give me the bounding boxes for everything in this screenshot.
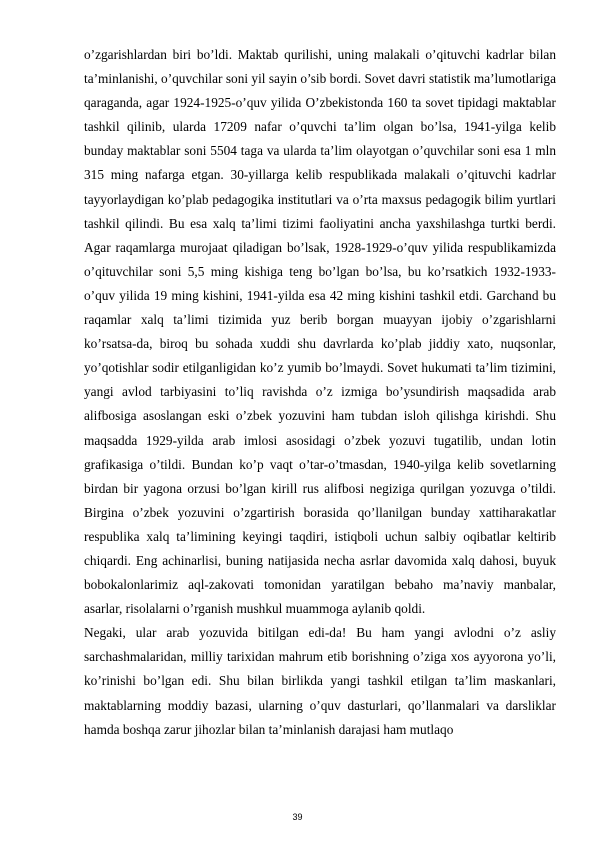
page-number: 39 bbox=[292, 812, 303, 822]
document-page bbox=[84, 43, 556, 742]
body-paragraph-1: o’zgarishlardan biri bo’ldi. Maktab qurilishi, uning malakali o’qituvchi kadrlar bilan ta’minlanishi, o’quvchilar soni yil sayin o’sib bordi. Sovet davri statistik ma’lumotlariga qaraganda, agar 1924-1925-o’quv yilida O’zbekistonda 160 ta sovet tipidagi maktablar tashkil qilinib, ularda 17209 nafar o’quvchi ta’lim olgan bo’lsa, 1941-yilga kelib bunday maktablar soni 5504 taga va ularda ta’lim olayotgan o’quvchilar soni esa 1 mln 315 ming nafarga etgan. 30-yillarga kelib respublikada malakali o’qituvchi kadrlar tayyorlaydigan ko’plab pedagogika institutlari va o’rta maxsus pedagogik bilim yurtlari tashkil qilindi. Bu esa xalq ta’limi tizimi faoliyatini ancha yaxshilashga turtki berdi. Agar raqamlarga murojaat qiladigan bo’lsak, 1928-1929-o’quv yilida respublikamizda o’qituvchilar soni 5,5 ming kishiga teng bo’lgan bo’lsa, bu ko’rsatkich 1932-1933-o’quv yilida 19 ming kishini, 1941-yilda esa 42 ming kishini tashkil etdi. Garchand bu raqamlar xalq ta’limi tizimida yuz berib borgan muayyan ijobiy o’zgarishlarni ko’rsatsa-da, biroq bu sohada xuddi shu davrlarda ko’plab jiddiy xato, nuqsonlar, yo’qotishlar sodir etilganligidan ko’z yumib bo’lmaydi. Sovet hukumati ta’lim tizimini, yangi avlod tarbiyasini to’liq ravishda o’z izmiga bo’ysundirish maqsadida arab alifbosiga asoslangan eski o’zbek yozuvini ham tubdan isloh qilishga kirishdi. Shu maqsadda 1929-yilda arab imlosi asosidagi o’zbek yozuvi tugatilib, undan lotin grafikasiga o’tildi. Bundan ko’p vaqt o’tar-o’tmasdan, 1940-yilga kelib sovetlarning birdan bir yagona orzusi bo’lgan kirill rus alifbosi negiziga qurilgan yozuvga o’tildi. Birgina o’zbek yozuvini o’zgartirish borasida qo’llanilgan bunday xattiharakatlar respublika xalq ta’limining keyingi taqdiri, istiqboli uchun salbiy oqibatlar keltirib chiqardi. Eng achinarlisi, buning natijasida necha asrlar davomida xalq dahosi, buyuk bobokalonlarimiz aql-zakovati tomonidan yaratilgan bebaho ma’naviy manbalar, asarlar, risolalarni o’rganish mushkul muammoga aylanib qoldi. bbox=[84, 47, 556, 617]
body-paragraph-2: Negaki, ular arab yozuvida bitilgan edi-da! Bu ham yangi avlodni o’z asliy sarchashmalaridan, milliy tarixidan mahrum etib borishning o’ziga xos ayyorona yo’li, ko’rinishi bo’lgan edi. Shu bilan birlikda yangi tashkil etilgan ta’lim maskanlari, maktablarning moddiy bazasi, ularning o’quv dasturlari, qo’llanmalari va darsliklar hamda boshqa zarur jihozlar bilan ta’minlanish darajasi ham mutlaqo bbox=[84, 625, 556, 737]
